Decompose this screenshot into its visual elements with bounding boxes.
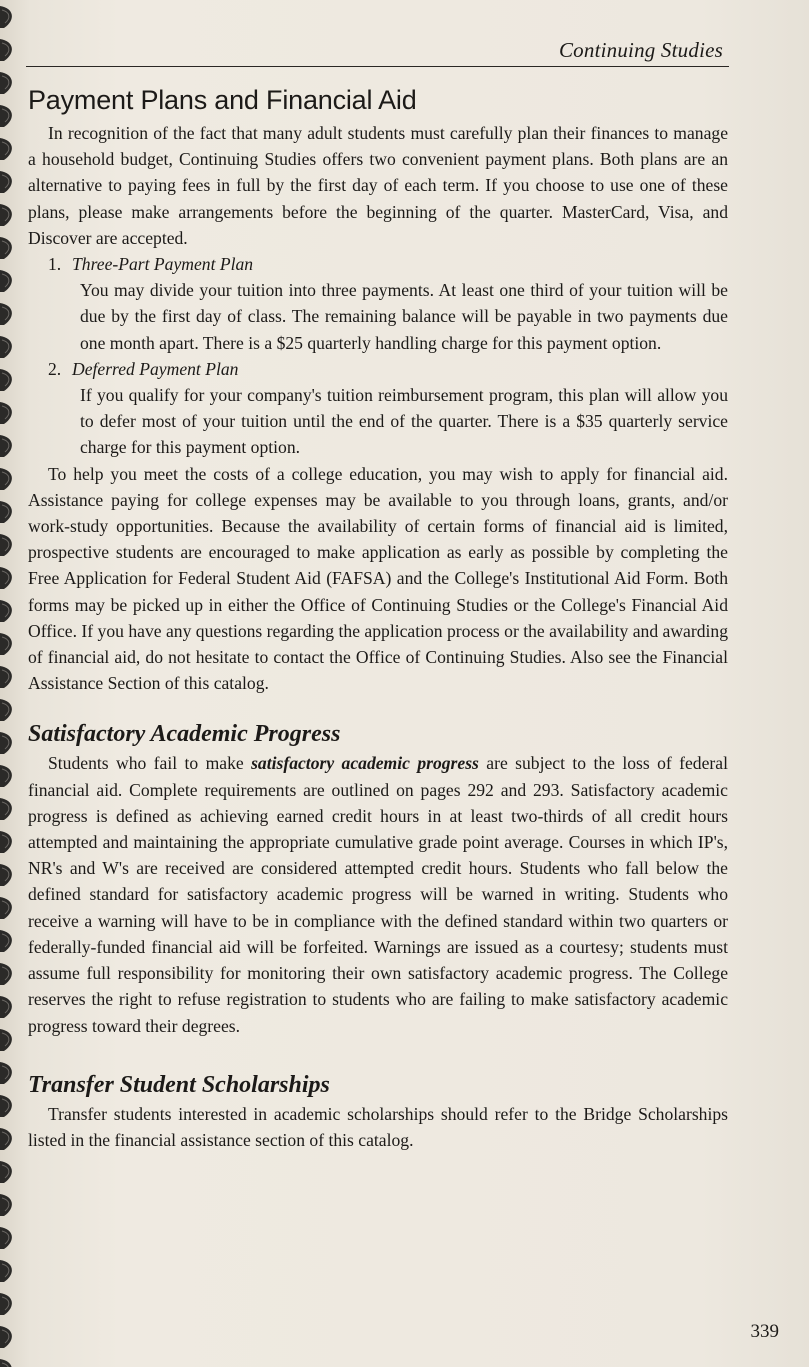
progress-lead-text: Students who fail to make xyxy=(48,753,252,774)
binding-loop xyxy=(0,798,12,820)
plan-title: Deferred Payment Plan xyxy=(72,358,239,379)
binding-loop xyxy=(0,600,12,622)
binding-loop xyxy=(0,204,12,226)
binding-loop xyxy=(0,1029,12,1051)
plan-number: 1. xyxy=(48,254,62,275)
binding-loop xyxy=(0,930,12,952)
financial-aid-paragraph: To help you meet the costs of a college education, you may wish to apply for financial aid. Assistance paying for college expenses may be available to you through loans, grants, and/or work-study opportunities. Because the availability of certain forms of financial aid is limited, prospective students are encouraged to make application as early as possible by completing the Free Application for Federal Student Aid (FAFSA) and the College's Institutional Aid Form. Both forms may be picked up in either the Office of Continuing Studies or the College's Financial Aid Office. If you have any questions regarding the application process or the availability and awarding of financial aid, do not hesitate to contact the Office of Continuing Studies. Also see the Financial Assistance Section of this catalog. xyxy=(28,463,728,694)
binding-loop xyxy=(0,501,12,523)
binding-loop xyxy=(0,534,12,556)
payment-intro-paragraph: In recognition of the fact that many adult students must carefully plan their finances to manage a household budget, Continuing Studies offers two convenient payment plans. Both plans are an alternative to paying fees in full by the first day of each term. If you choose to use one of these plans, please make arrangements before the beginning of the quarter. MasterCard, Visa, and Discover are accepted. xyxy=(28,123,728,248)
page-content xyxy=(28,82,728,1153)
plan-body: If you qualify for your company's tuition reimbursement program, this plan will allow you to defer most of your tuition until the end of the quarter. There is a $35 quarterly service charge for this payment option. xyxy=(80,385,728,458)
plan-body: You may divide your tuition into three payments. At least one third of your tuition will be due by the first day of class. The remaining balance will be payable in two payments due one month apart. There is a $25 quarterly handling charge for this payment option. xyxy=(80,280,728,353)
running-head: Continuing Studies xyxy=(558,38,723,62)
binding-loop xyxy=(0,1260,12,1282)
binding-loop xyxy=(0,1128,12,1150)
binding-loop xyxy=(0,105,12,127)
binding-loop xyxy=(0,963,12,985)
payment-plans-heading: Payment Plans and Financial Aid xyxy=(28,85,417,115)
binding-loop xyxy=(0,171,12,193)
plan-heading xyxy=(28,251,728,277)
binding-loop xyxy=(0,567,12,589)
binding-loop xyxy=(0,468,12,490)
binding-loop xyxy=(0,666,12,688)
binding-loop xyxy=(0,72,12,94)
header-rule xyxy=(26,66,729,67)
payment-plan-list xyxy=(28,251,728,461)
binding-loop xyxy=(0,369,12,391)
binding-loop xyxy=(0,864,12,886)
binding-loop xyxy=(0,138,12,160)
binding-loop xyxy=(0,237,12,259)
binding-loop xyxy=(0,1359,12,1367)
binding-loop xyxy=(0,897,12,919)
plan-title: Three-Part Payment Plan xyxy=(72,254,254,275)
binding-loop xyxy=(0,1062,12,1084)
academic-progress-heading: Satisfactory Academic Progress xyxy=(28,721,341,748)
binding-loop xyxy=(0,402,12,424)
binding-loop xyxy=(0,270,12,292)
binding-loop xyxy=(0,1161,12,1183)
plan-heading xyxy=(28,356,728,382)
progress-emphasis: satisfactory academic progress xyxy=(251,753,479,774)
binding-loop xyxy=(0,732,12,754)
binding-loop xyxy=(0,633,12,655)
binding-loop xyxy=(0,1326,12,1348)
binding-loop xyxy=(0,1293,12,1315)
list-item xyxy=(28,251,728,356)
spiral-binding xyxy=(0,0,26,1367)
academic-progress-paragraph xyxy=(28,750,728,1038)
binding-loop xyxy=(0,1227,12,1249)
list-item xyxy=(28,356,728,461)
binding-loop xyxy=(0,303,12,325)
plan-number: 2. xyxy=(48,358,62,379)
binding-loop xyxy=(0,39,12,61)
binding-loop xyxy=(0,336,12,358)
binding-loop xyxy=(0,831,12,853)
binding-loop xyxy=(0,996,12,1018)
binding-loop xyxy=(0,6,12,28)
binding-loop xyxy=(0,699,12,721)
transfer-scholarships-paragraph: Transfer students interested in academic scholarships should refer to the Bridge Scholarships listed in the financial assistance section of this catalog. xyxy=(28,1103,728,1150)
progress-body-text: are subject to the loss of federal financial aid. Complete requirements are outlined on pages 292 and 293. Satisfactory academic progress is defined as achieving earned credit hours in at least two-thirds of all credit hours attempted and maintaining the appropriate cumulative grade point average. Courses in which IP's, NR's and W's are received are considered attempted credit hours. Students who fall below the defined standard for satisfactory academic progress will be warned in writing. Students who receive a warning will have to be in compliance with the defined standard within two quarters or federally-funded financial aid will be forfeited. Warnings are issued as a courtesy; students must assume full responsibility for monitoring their own satisfactory academic progress. The College reserves the right to refuse registration to students who are failing to make satisfactory academic progress toward their degrees. xyxy=(28,753,728,1036)
binding-loop xyxy=(0,435,12,457)
transfer-scholarships-heading: Transfer Student Scholarships xyxy=(28,1071,330,1098)
binding-loop xyxy=(0,765,12,787)
page-number: 339 xyxy=(750,1321,779,1342)
binding-loop xyxy=(0,1095,12,1117)
binding-loop xyxy=(0,1194,12,1216)
